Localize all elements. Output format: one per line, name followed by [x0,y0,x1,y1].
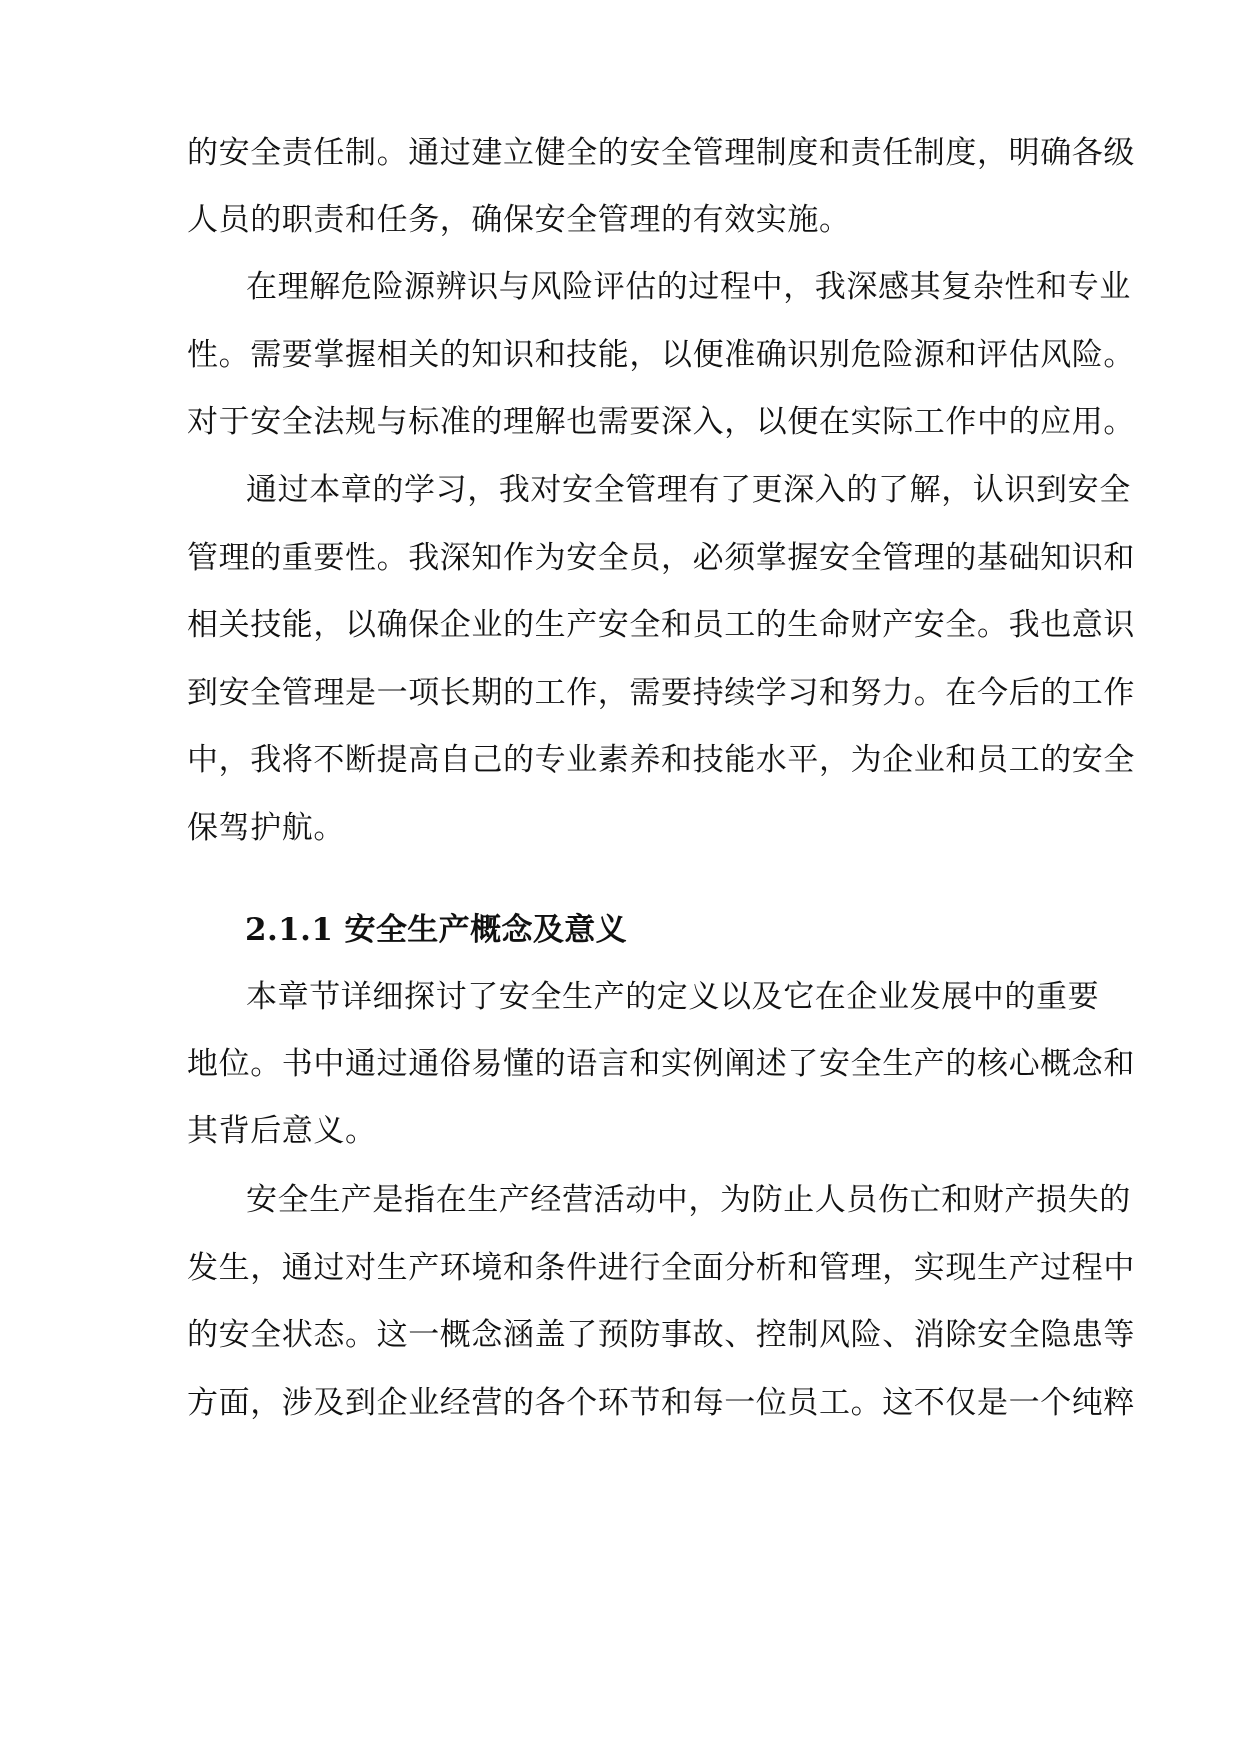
paragraph-3-line-4: 到安全管理是一项长期的工作，需要持续学习和努力。在今后的工作 [187,675,1135,711]
paragraph-1-line-1: 的安全责任制。通过建立健全的安全管理制度和责任制度，明确各级 [187,135,1135,171]
paragraph-2-line-3: 对于安全法规与标准的理解也需要深入，以便在实际工作中的应用。 [187,404,1135,440]
section-paragraph-2-line-3: 的安全状态。这一概念涵盖了预防事故、控制风险、消除安全隐患等 [187,1317,1135,1353]
section-heading: 2.1.1 安全生产概念及意义 [245,912,628,948]
section-paragraph-1-line-1: 本章节详细探讨了安全生产的定义以及它在企业发展中的重要 [246,979,1100,1015]
paragraph-2-line-1: 在理解危险源辨识与风险评估的过程中，我深感其复杂性和专业 [246,269,1131,305]
paragraph-1-line-2: 人员的职责和任务，确保安全管理的有效实施。 [187,202,851,238]
section-paragraph-2-line-4: 方面，涉及到企业经营的各个环节和每一位员工。这不仅是一个纯粹 [187,1385,1135,1421]
paragraph-3-line-3: 相关技能，以确保企业的生产安全和员工的生命财产安全。我也意识 [187,607,1135,643]
paragraph-3-line-5: 中，我将不断提高自己的专业素养和技能水平，为企业和员工的安全 [187,742,1135,778]
paragraph-3-line-2: 管理的重要性。我深知作为安全员，必须掌握安全管理的基础知识和 [187,540,1135,576]
paragraph-2-line-2: 性。需要掌握相关的知识和技能，以便准确识别危险源和评估风险。 [187,337,1135,373]
section-paragraph-1-line-3: 其背后意义。 [187,1113,377,1149]
section-paragraph-2-line-2: 发生，通过对生产环境和条件进行全面分析和管理，实现生产过程中 [187,1250,1135,1286]
section-paragraph-2-line-1: 安全生产是指在生产经营活动中，为防止人员伤亡和财产损失的 [246,1182,1131,1218]
section-paragraph-1-line-2: 地位。书中通过通俗易懂的语言和实例阐述了安全生产的核心概念和 [187,1046,1135,1082]
paragraph-3-line-6: 保驾护航。 [187,810,345,846]
paragraph-3-line-1: 通过本章的学习，我对安全管理有了更深入的了解，认识到安全 [246,472,1131,508]
